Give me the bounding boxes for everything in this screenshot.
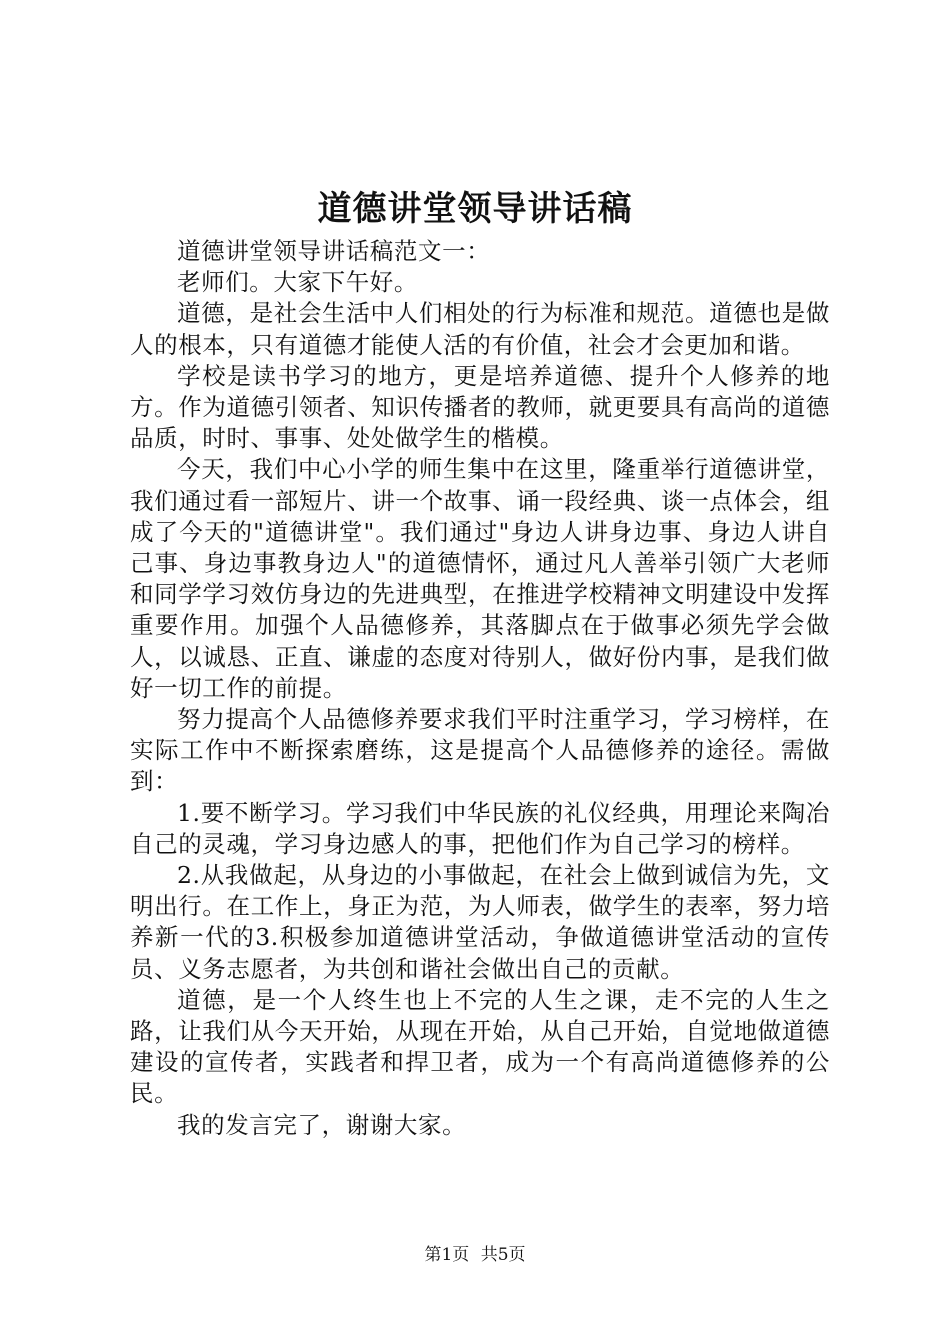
paragraph-5: 今天，我们中心小学的师生集中在这里，隆重举行道德讲堂，我们通过看一部短片、讲一个故事、诵一段经典、谈一点体会，组成了今天的"道德讲堂"。我们通过"身边人讲身边事、身边人讲自己事、身边事教身边人"的道德情怀，通过凡人善举引领广大老师和同学学习效仿身边的先进典型，在推进学校精神文明建设中发挥重要作用。加强个人品德修养，其落脚点在于做事必须先学会做人，以诚恳、正直、谦虚的态度对待别人，做好份内事，是我们做好一切工作的前提。	[130, 455, 830, 702]
paragraph-10: 我的发言完了，谢谢大家。	[177, 1110, 467, 1139]
page-number: 第1页	[424, 1245, 470, 1265]
paragraph-2: 老师们。大家下午好。	[177, 268, 418, 297]
document-title: 道德讲堂领导讲话稿	[317, 189, 633, 229]
paragraph-6: 努力提高个人品德修养要求我们平时注重学习，学习榜样，在实际工作中不断探索磨练，这是提高个人品德修养的途径。需做到：	[130, 705, 830, 796]
paragraph-3: 道德，是社会生活中人们相处的行为标准和规范。道德也是做人的根本，只有道德才能使人活的有价值，社会才会更加和谐。	[130, 299, 830, 359]
document-body	[130, 236, 830, 1141]
page-total: 共5页	[480, 1245, 526, 1265]
paragraph-8: 2.从我做起，从身边的小事做起，在社会上做到诚信为先，文明出行。在工作上，身正为范，为人师表，做学生的表率，努力培养新一代的3.积极参加道德讲堂活动，争做道德讲堂活动的宣传员、义务志愿者，为共创和谐社会做出自己的贡献。	[130, 861, 830, 983]
paragraph-1: 道德讲堂领导讲话稿范文一：	[177, 237, 491, 265]
paragraph-9: 道德，是一个人终生也上不完的人生之课，走不完的人生之路，让我们从今天开始，从现在开始，从自己开始，自觉地做道德建设的宣传者，实践者和捍卫者，成为一个有高尚道德修养的公民。	[130, 985, 830, 1108]
paragraph-4: 学校是读书学习的地方，更是培养道德、提升个人修养的地方。作为道德引领者、知识传播者的教师，就更要具有高尚的道德品质，时时、事事、处处做学生的楷模。	[130, 361, 830, 453]
page-footer	[0, 1243, 950, 1267]
paragraph-7: 1.要不断学习。学习我们中华民族的礼仪经典，用理论来陶冶自己的灵魂，学习身边感人的事，把他们作为自己学习的榜样。	[130, 798, 830, 858]
